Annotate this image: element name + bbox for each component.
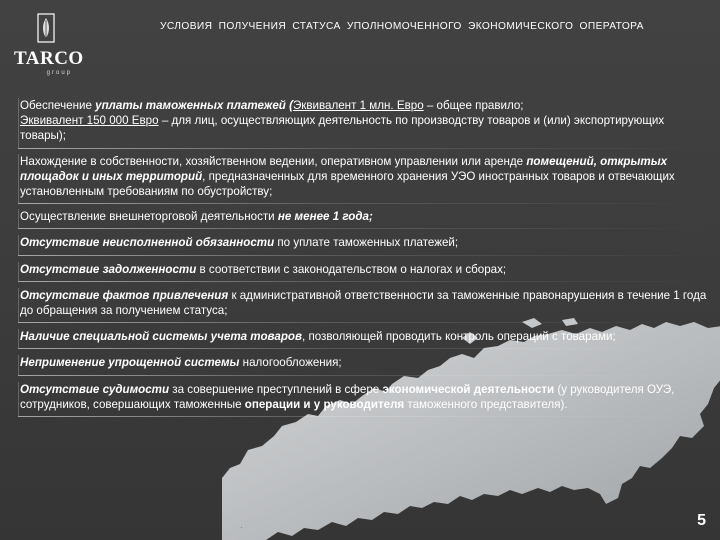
text-run: – общее правило; (423, 99, 524, 112)
text-run: , предназначенных для временного хранения УЭО иностранных товаров и отвечающих установленным требованиям по обустройству; (20, 169, 675, 199)
text-run-bold: Неприменение упрощенной системы (20, 356, 240, 370)
text-run-bold: помещений, открытых площадок и иных территорий (20, 154, 668, 183)
condition-no-criminal-record (20, 382, 710, 412)
condition-no-unfulfilled-obligation (20, 235, 710, 250)
text-run: к административной ответственности за таможенные правонарушения в течение 1 года до обращения за получением статуса; (20, 288, 707, 318)
text-run: Нахождение в собственности, хозяйственном ведении, оперативном управлении или аренде (20, 154, 527, 168)
text-run-bold: Отсутствие неисполненной обязанности (20, 236, 275, 250)
text-run-underline: Эквивалент 1 млн. Евро (292, 99, 424, 112)
logo-subtitle: group (46, 70, 72, 76)
logo-emblem-icon (14, 10, 78, 50)
condition-text (20, 98, 710, 144)
condition-text (20, 329, 710, 344)
condition-text (20, 209, 710, 224)
logo-wordmark: TARCO (14, 48, 84, 69)
text-run: за совершение преступлений в сфере (169, 382, 383, 396)
condition-no-liability (20, 288, 710, 318)
text-run: Обеспечение (20, 99, 96, 112)
condition-payment-security (20, 98, 710, 144)
text-run-bold: уплаты таможенных платежей ( (95, 99, 293, 112)
condition-text (20, 154, 710, 200)
text-run: налогообложения; (239, 356, 342, 370)
condition-trade-activity (20, 209, 710, 224)
slide-title: УСЛОВИЯ ПОЛУЧЕНИЯ СТАТУСА УПОЛНОМОЧЕННОГО ЭКОНОМИЧЕСКОГО ОПЕРАТОРА (160, 21, 644, 32)
condition-accounting-system (20, 329, 710, 344)
text-run: – для лиц, осуществляющих деятельность по производству товаров и (или) экспортирующих товары); (20, 114, 665, 143)
text-run: по уплате таможенных платежей; (274, 236, 459, 250)
conditions-list (20, 98, 710, 412)
tarco-logo (14, 10, 84, 78)
condition-text (20, 235, 710, 250)
condition-text (20, 262, 710, 277)
text-run: таможенного представителя). (404, 397, 568, 411)
condition-text (20, 382, 710, 412)
text-run: в соответствии с законодательством о налогах и сборах; (196, 262, 507, 276)
text-run-bold: экономической деятельности (382, 382, 555, 396)
text-run-bold: не менее 1 года; (277, 210, 373, 224)
text-run-bold: операции и у руководителя (244, 397, 405, 411)
text-run-underline: Эквивалент 150 000 Евро (20, 114, 159, 128)
text-run: , позволяющей проводить контроль операций с товарами; (302, 330, 616, 344)
text-run-bold: Наличие специальной системы учета товаров (20, 330, 303, 344)
text-run-bold: Отсутствие судимости (20, 382, 170, 396)
text-run: (у руководителя ОУЭ, сотрудников, совершающих таможенные (20, 382, 675, 411)
text-run: Осуществление внешнеторговой деятельности (20, 210, 278, 224)
condition-tax-system (20, 355, 710, 370)
condition-text (20, 355, 710, 370)
decorative-dot (241, 527, 242, 528)
condition-no-debt (20, 262, 710, 277)
text-run-bold: Отсутствие задолженности (20, 262, 197, 276)
text-run-bold: Отсутствие фактов привлечения (20, 288, 229, 302)
page-number: 5 (697, 512, 706, 529)
condition-text (20, 288, 710, 318)
condition-premises (20, 154, 710, 200)
